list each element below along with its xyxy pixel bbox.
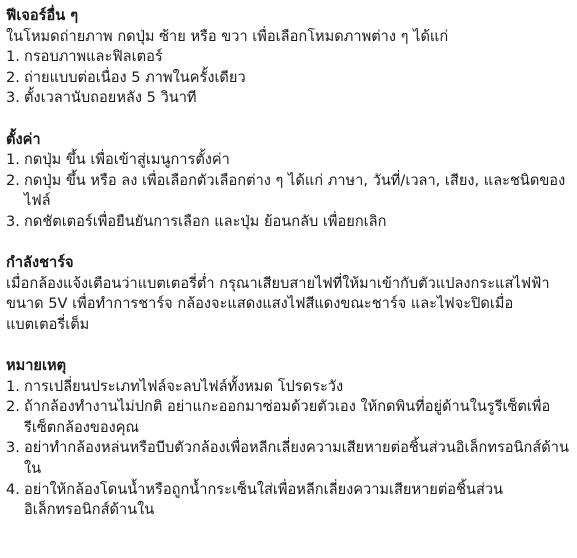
item-text: ตั้งเวลานับถอยหลัง 5 วินาที	[24, 89, 197, 107]
item-text: ถ้ากล้องทำงานไม่ปกติ อย่าแกะออกมาซ่อมด้วยตัวเอง ให้กดพินที่อยู่ด้านในรูรีเซ็ตเพื่อรีเซ็ตกล้องของคุณ	[24, 398, 551, 436]
list-item	[6, 68, 569, 89]
list-item	[6, 150, 569, 171]
item-text: ถ่ายแบบต่อเนื่อง 5 ภาพในครั้งเดียว	[24, 68, 246, 86]
item-number: 3.	[6, 89, 20, 107]
list-item	[6, 438, 569, 479]
section-title: กำลังชาร์จ	[6, 254, 74, 272]
item-text: การเปลี่ยนประเภทไฟล์จะลบไฟล์ทั้งหมด โปรดระวัง	[24, 377, 344, 395]
item-number: 1.	[6, 48, 20, 66]
item-text: กดชัตเตอร์เพื่อยืนยันการเลือก และปุ่ม ย้อนกลับ เพื่อยกเลิก	[24, 212, 387, 230]
section-other-features	[6, 6, 569, 109]
item-number: 2.	[6, 171, 20, 189]
item-number: 1.	[6, 377, 20, 395]
section-title: หมายเหตุ	[6, 357, 67, 375]
list-item	[6, 47, 569, 68]
section-body: เมื่อกล้องแจ้งเตือนว่าแบตเตอรี่ต่ำ กรุณาเสียบสายไฟที่ให้มาเข้ากับตัวแปลงกระแสไฟฟ้าขนาด 5V เพื่อทำการชาร์จ กล้องจะแสดงแสงไฟสีแดงขณะชาร์จ และไฟจะปิดเมื่อแบตเตอรี่เต็ม	[6, 274, 550, 333]
section-settings	[6, 130, 569, 233]
list-item	[6, 480, 569, 521]
item-number: 2.	[6, 398, 20, 416]
list-item	[6, 171, 569, 212]
item-text: กรอบภาพและฟิลเตอร์	[24, 48, 163, 66]
section-intro: ในโหมดถ่ายภาพ กดปุ่ม ซ้าย หรือ ขวา เพื่อเลือกโหมดภาพต่าง ๆ ได้แก่	[6, 27, 449, 45]
section-title: ตั้งค่า	[6, 130, 41, 148]
section-notes	[6, 356, 569, 521]
list-item	[6, 377, 569, 398]
item-number: 2.	[6, 68, 20, 86]
item-number: 3.	[6, 439, 20, 457]
list-item	[6, 212, 569, 233]
item-number: 3.	[6, 212, 20, 230]
item-text: กดปุ่ม ขึ้น หรือ ลง เพื่อเลือกตัวเลือกต่าง ๆ ได้แก่ ภาษา, วันที่/เวลา, เสียง, และชนิดของไฟล์	[24, 171, 566, 210]
item-number: 4.	[6, 480, 20, 498]
item-text: กดปุ่ม ขึ้น เพื่อเข้าสู่เมนูการตั้งค่า	[24, 151, 230, 169]
item-text: อย่าให้กล้องโดนน้ำหรือถูกน้ำกระเซ็นใส่เพื่อหลีกเลี่ยงความเสียหายต่อชิ้นส่วนอิเล็กทรอนิกส์ด้านใน	[24, 480, 504, 519]
section-charging	[6, 253, 569, 335]
list-item	[6, 397, 569, 438]
item-text: อย่าทำกล้องหล่นหรือบีบตัวกล้องเพื่อหลีกเลี่ยงความเสียหายต่อชิ้นส่วนอิเล็กทรอนิกส์ด้านใน	[24, 439, 569, 478]
list-item	[6, 88, 569, 109]
item-number: 1.	[6, 151, 20, 169]
section-title: ฟีเจอร์อื่น ๆ	[6, 7, 79, 24]
